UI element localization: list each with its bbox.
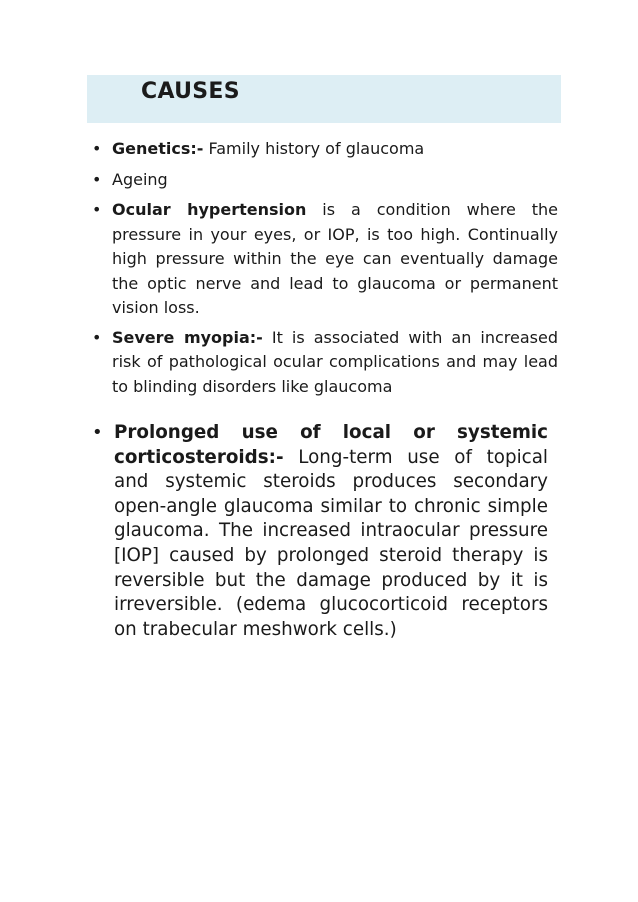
text-ocular-hypertension: is a condition where the pressure in your eyes, or IOP, is too high. Continually high pressure within the eye can eventually damage the optic nerve and lead to glaucoma or permanent vision loss. <box>112 200 559 317</box>
bullet-icon: • <box>92 327 102 347</box>
term-corticosteroids: Prolonged use of local or systemic corticosteroids:- <box>114 422 548 468</box>
text-corticosteroids: Long-term use of topical and systemic steroids produces secondary open-angle glaucoma similar to chronic simple glaucoma. The increased intraocular pressure [IOP] caused by prolonged steroid therapy is reversible but the damage produced by it is irreversible. (edema glucocorticoid receptors on trabecular meshwork cells.) <box>114 446 548 640</box>
bullet-icon: • <box>92 200 102 219</box>
term-ocular-hypertension: Ocular hypertension <box>112 200 307 219</box>
list-item-severe-myopia <box>92 326 558 400</box>
steroids-list <box>92 421 548 642</box>
term-genetics: Genetics:- <box>112 139 204 158</box>
list-item-ageing <box>92 168 558 193</box>
section-title: CAUSES <box>141 79 240 104</box>
text-genetics: Family history of glaucoma <box>203 139 425 158</box>
bullet-icon: • <box>92 169 102 189</box>
causes-list <box>92 137 558 404</box>
bullet-icon: • <box>92 422 103 443</box>
text-severe-myopia: It is associated with an increased risk of pathological ocular complications and may lead to blinding disorders like glaucoma <box>112 327 558 396</box>
text-ageing: Ageing <box>112 169 168 189</box>
section-header-banner <box>87 75 561 123</box>
term-severe-myopia: Severe myopia:- <box>112 327 263 347</box>
bullet-icon: • <box>92 139 102 158</box>
list-item-genetics <box>92 137 558 162</box>
list-item-corticosteroids <box>92 421 548 642</box>
list-item-ocular-hypertension <box>92 198 558 321</box>
